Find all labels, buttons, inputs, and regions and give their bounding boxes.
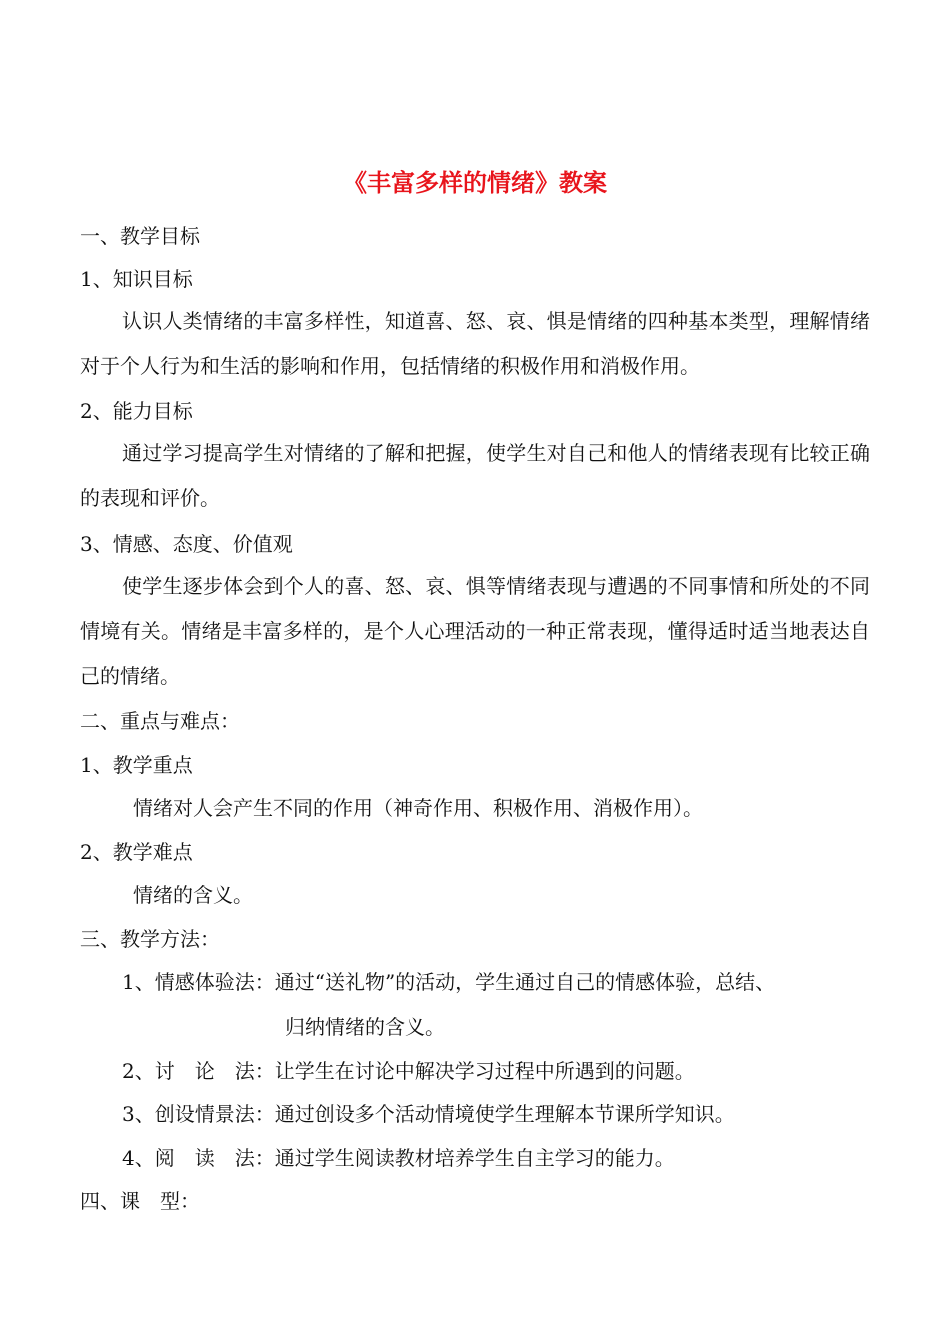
section-heading-methods: 三、教学方法： xyxy=(80,927,220,951)
method-item-1: 1、情感体验法：通过“送礼物”的活动，学生通过自己的情感体验，总结、 xyxy=(122,970,776,994)
method-item-3: 3、创设情景法：通过创设多个活动情境使学生理解本节课所学知识。 xyxy=(122,1102,735,1126)
text-teaching-difficulty: 情绪的含义。 xyxy=(133,883,253,907)
subheading-teaching-difficulty: 2、教学难点 xyxy=(80,840,193,864)
subheading-knowledge-goal: 1、知识目标 xyxy=(80,267,193,291)
method-item-2: 2、讨 论 法：让学生在讨论中解决学习过程中所遇到的问题。 xyxy=(122,1059,695,1083)
method-item-1-continued: 归纳情绪的含义。 xyxy=(285,1015,445,1039)
paragraph-knowledge-goal: 认识人类情绪的丰富多样性，知道喜、怒、哀、惧是情绪的四种基本类型，理解情绪对于个人行为和生活的影响和作用，包括情绪的积极作用和消极作用。 xyxy=(80,309,870,378)
subheading-values-goal: 3、情感、态度、价值观 xyxy=(80,532,293,556)
subheading-ability-goal: 2、能力目标 xyxy=(80,399,193,423)
subheading-teaching-focus: 1、教学重点 xyxy=(80,753,193,777)
method-item-4: 4、阅 读 法：通过学生阅读教材培养学生自主学习的能力。 xyxy=(122,1146,675,1170)
section-heading-key-points: 二、重点与难点： xyxy=(80,709,240,733)
paragraph-values-goal: 使学生逐步体会到个人的喜、怒、哀、惧等情绪表现与遭遇的不同事情和所处的不同情境有关。情绪是丰富多样的，是个人心理活动的一种正常表现，懂得适时适当地表达自己的情绪。 xyxy=(80,574,870,688)
section-heading-lesson-type: 四、课 型： xyxy=(80,1189,200,1213)
section-heading-objectives: 一、教学目标 xyxy=(80,224,200,248)
paragraph-ability-goal: 通过学习提高学生对情绪的了解和把握，使学生对自己和他人的情绪表现有比较正确的表现和评价。 xyxy=(80,441,870,510)
document-title: 《丰富多样的情绪》教案 xyxy=(343,168,607,197)
text-teaching-focus: 情绪对人会产生不同的作用（神奇作用、积极作用、消极作用）。 xyxy=(133,796,703,820)
